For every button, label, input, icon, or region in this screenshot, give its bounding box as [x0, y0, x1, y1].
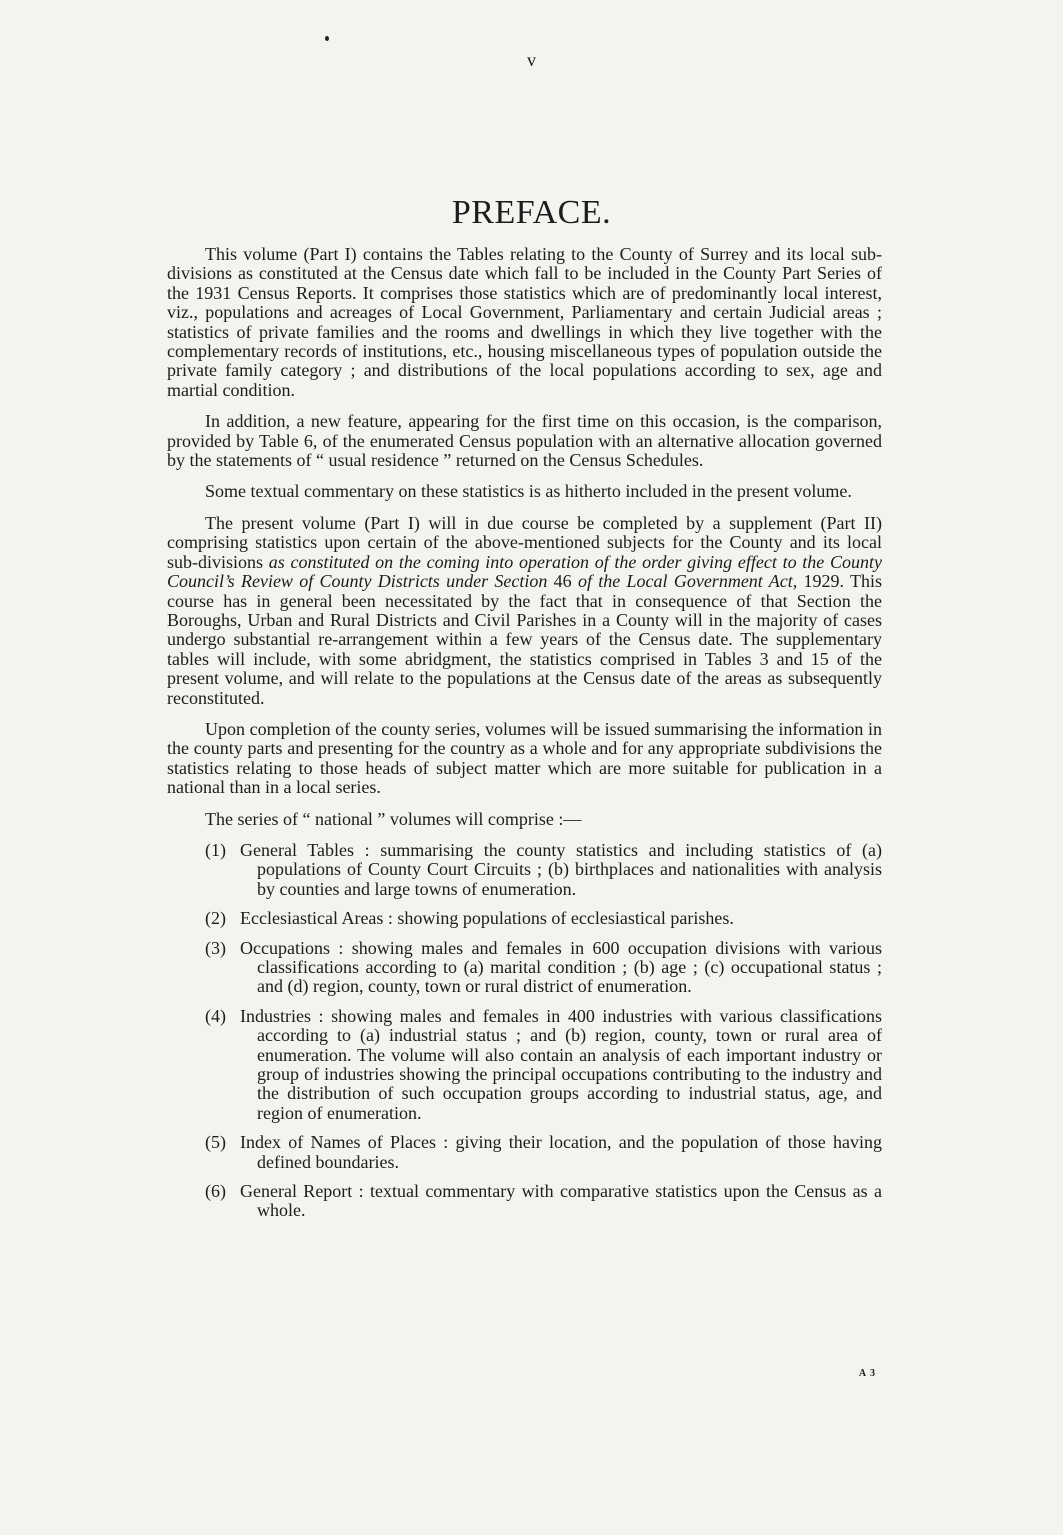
ink-speck: [325, 36, 329, 41]
list-item-text: Ecclesiastical Areas : showing populations of ecclesiastical parishes.: [240, 908, 734, 929]
list-item-text: Industries : showing males and females in 400 industries with various classifications according to (a) industrial status ; and (b) region, county, town or rural area of enumeration. The volume will also contain an analysis of each important industry or group of industries showing the principal occupations contributing to the industry and the distribution of such occupation groups according to industrial status, age, and region of enumeration.: [240, 1005, 882, 1123]
list-item-text: General Report : textual commentary with comparative statistics upon the Census as a whole.: [240, 1181, 882, 1221]
paragraph-4-part-1: The present volume (Part I) will in due course be completed by a supplement (Part II) comprising statistics upon certain of the above-mentioned subjects for the County and its local sub-divisions: [167, 512, 882, 572]
list-item: [167, 1007, 882, 1123]
list-item: [167, 909, 882, 928]
list-item-text: General Tables : summarising the county statistics and including statistics of (a) populations of County Court Circuits ; (b) birthplaces and nationalities with analysis by counties and large towns of enumeration.: [240, 839, 882, 899]
paragraph-6: The series of “ national ” volumes will comprise :—: [205, 808, 582, 829]
list-item-text: Occupations : showing males and females in 600 occupation divisions with various classifications according to (a) marital condition ; (b) age ; (c) occupational status ; and (d) region, county, town or rural district of enumeration.: [240, 937, 882, 997]
list-item-text: Index of Names of Places : giving their location, and the population of those having defined boundaries.: [240, 1132, 882, 1172]
list-item-number: (4): [205, 1005, 226, 1026]
preface-body: [167, 245, 882, 1231]
volumes-list: [167, 841, 882, 1221]
paragraph-5: Upon completion of the county series, volumes will be issued summarising the information in the county parts and presenting for the country as a whole and for any appropriate subdivisions the statistics relating to those heads of subject matter which are more suitable for publication in a national than in a local series.: [167, 718, 882, 798]
signature-mark: A 3: [858, 1368, 876, 1379]
paragraph-4-part-2: 46: [547, 571, 578, 592]
page-number: v: [527, 50, 536, 70]
paragraph-4-italic-2: of the Local Government Act,: [577, 571, 798, 592]
paragraph-4: [167, 514, 882, 708]
paragraph-1: This volume (Part I) contains the Tables relating to the County of Surrey and its local sub-divisions as constituted at the Census date which fall to be included in the County Part Series of the 1931 Census Reports. It comprises those statistics which are of predominantly local interest, viz., populations and acreages of Local Government, Parliamentary and certain Judicial areas ; statistics of private families and the rooms and dwellings in which they live together with the complementary records of institutions, etc., housing miscellaneous types of population outside the private family category ; and distributions of the local populations according to sex, age and martial condition.: [167, 244, 882, 400]
list-item-number: (1): [205, 839, 226, 860]
list-item: [167, 1133, 882, 1172]
list-item: [167, 939, 882, 997]
paragraph-4-part-3: 1929. This course has in general been necessitated by the fact that in consequence of that Section the Boroughs, Urban and Rural Districts and Civil Parishes in a County will in the majority of cases undergo substantial re-arrangement within a few years of the Census date. The supplementary tables will include, with some abridgment, the statistics comprised in Tables 3 and 15 of the present volume, and will relate to the populations at the Census date of the areas as subsequently reconstituted.: [167, 571, 883, 708]
paragraph-4-italic-1: as constituted on the coming into operation of the order giving effect to the County Council’s Review of County Districts under Section: [167, 551, 882, 592]
list-item: [167, 1182, 882, 1221]
list-item: [167, 841, 882, 899]
list-item-number: (2): [205, 908, 226, 929]
page-title: PREFACE.: [451, 194, 612, 231]
list-item-number: (5): [205, 1132, 226, 1153]
paragraph-2: In addition, a new feature, appearing for the first time on this occasion, is the comparison, provided by Table 6, of the enumerated Census population with an alternative allocation governed by the statements of “ usual residence ” returned on the Census Schedules.: [167, 411, 882, 471]
list-item-number: (3): [205, 937, 226, 958]
paragraph-3: Some textual commentary on these statistics is as hitherto included in the present volume.: [205, 481, 852, 502]
list-item-number: (6): [205, 1181, 226, 1202]
